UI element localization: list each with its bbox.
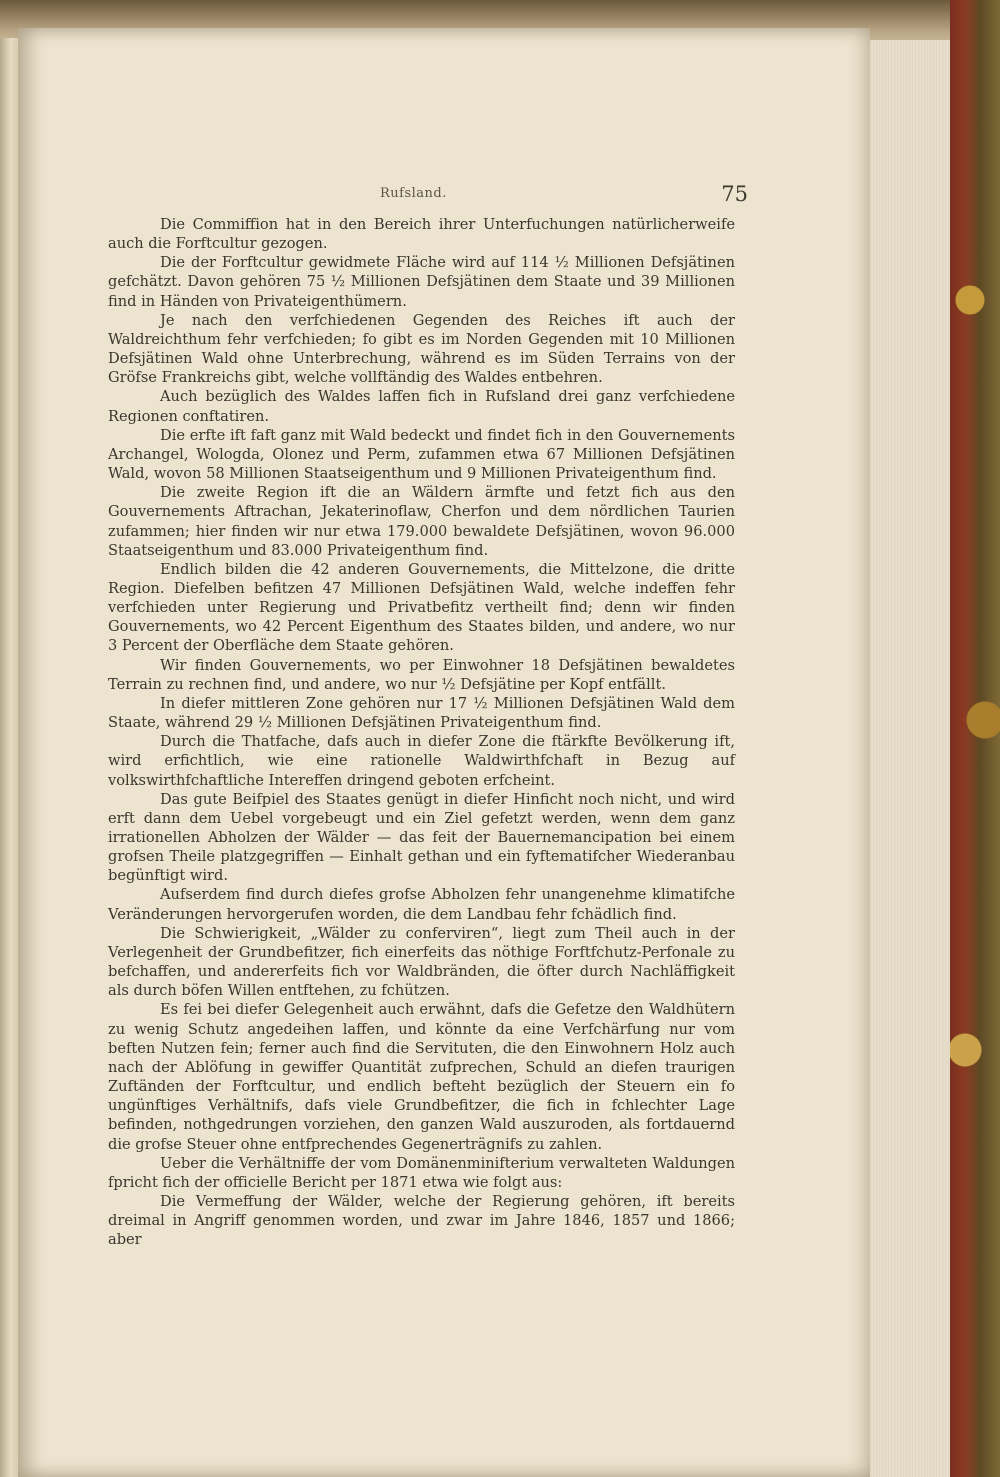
paragraph: Ueber die Verhältniffe der vom Domänenminifterium verwalteten Waldungen fpricht fich der officielle Bericht per 1871 etwa wie folgt aus: [108,1154,735,1191]
page-number: 75 [721,182,748,206]
paragraph: Aufserdem find durch diefes grofse Abholzen fehr unangenehme klimatifche Veränderungen hervorgerufen worden, die dem Landbau fehr fchädlich find. [108,886,735,923]
paragraph: Durch die Thatfache, dafs auch in diefer Zone die ftärkfte Bevölkerung ift, wird erfichtlich, wie eine rationelle Waldwirthfchaft in Bezug auf volkswirthfchaftliche Intereffen dringend geboten erfcheint. [108,733,735,789]
paragraph: Die Vermeffung der Wälder, welche der Regierung gehören, ift bereits dreimal in Angriff genommen worden, und zwar im Jahre 1846, 1857 und 1866; aber [108,1192,735,1249]
paragraph: Das gute Beifpiel des Staates genügt in diefer Hinficht noch nicht, und wird erft dann dem Uebel vorgebeugt und ein Ziel gefetzt werden, wenn dem ganz irrationellen Abholzen der Wälder — das feit der Bauernemancipation bei einem grofsen Theile platzgegriffen — Einhalt gethan und ein fyftematifcher Wiederanbau begünftigt wird. [108,790,735,885]
facing-page-edge [0,38,18,1477]
paragraph: Je nach den verfchiedenen Gegenden des Reiches ift auch der Waldreichthum fehr verfchieden; fo gibt es im Norden Gegenden mit 10 Millionen Defsjätinen Wald ohne Unterbrechung, während es im Süden Terrains von der Gröfse Frankreichs gibt, welche vollftändig des Waldes entbehren. [108,311,735,387]
running-head: Rufsland. [380,186,447,201]
paragraph: Es fei bei diefer Gelegenheit auch erwähnt, dafs die Gefetze den Waldhütern zu wenig Schutz angedeihen laffen, und könnte da eine Verfchärfung nur vom beften Nutzen fein; ferner auch find die Servituten, die den Einwohnern Holz auch nach der Ablöfung in gewiffer Quantität zufprechen, Schuld an diefen traurigen Zuftänden der Forftcultur, und endlich befteht bezüglich der Steuern ein fo ungünftiges Verhältnifs, dafs viele Grundbefitzer, die fich in fchlechter Lage befinden, nothgedrungen vorziehen, den ganzen Wald auszuroden, als fortdauernd die grofse Steuer ohne entfprechendes Gegenerträgnifs zu zahlen. [108,1001,735,1153]
paragraph: Die Commiffion hat in den Bereich ihrer Unterfuchungen natürlicherweife auch die Forftcultur gezogen. [108,216,735,253]
paragraph: Wir finden Gouvernements, wo per Einwohner 18 Defsjätinen bewaldetes Terrain zu rechnen find, und andere, wo nur ½ Defsjätine per Kopf entfällt. [108,656,735,693]
paragraph: Auch bezüglich des Waldes laffen fich in Rufsland drei ganz verfchiedene Regionen conftatiren. [108,388,735,425]
paragraph: Die der Forftcultur gewidmete Fläche wird auf 114 ½ Millionen Defsjätinen gefchätzt. Davon gehören 75 ½ Millionen Defsjätinen dem Staate und 39 Millionen find in Händen von Privateigenthümern. [108,254,735,310]
paragraph: Endlich bilden die 42 anderen Gouvernements, die Mittelzone, die dritte Region. Diefelben befitzen 47 Millionen Defsjätinen Wald, welche indeffen fehr verfchieden unter Regierung und Privatbefitz vertheilt find; denn wir finden Gouvernements, wo 42 Percent Eigenthum des Staates bilden, und andere, wo nur 3 Percent der Oberfläche dem Staate gehören. [108,560,735,655]
page-block-edges [870,40,950,1477]
paragraph: Die erfte ift faft ganz mit Wald bedeckt und findet fich in den Gouvernements Archangel, Wologda, Olonez und Perm, zufammen etwa 67 Millionen Defsjätinen Wald, wovon 58 Millionen Staatseigenthum und 9 Millionen Privateigenthum find. [108,426,735,483]
page-body [108,215,735,1249]
marbled-cover [950,0,1000,1477]
paragraph: Die zweite Region ift die an Wäldern ärmfte und fetzt fich aus den Gouvernements Aftrachan, Jekaterinoflaw, Cherfon und dem nördlichen Taurien zufammen; hier finden wir nur etwa 179.000 bewaldete Defsjätinen, wovon 96.000 Staatseigenthum und 83.000 Privateigenthum find. [108,484,735,559]
paragraph: Die Schwierigkeit, „Wälder zu conferviren“, liegt zum Theil auch in der Verlegenheit der Grundbefitzer, fich einerfeits das nöthige Forftfchutz-Perfonale zu befchaffen, und andererfeits fich vor Waldbränden, die öfter durch Nachläffigkeit als durch böfen Willen entftehen, zu fchützen. [108,924,735,1000]
paragraph: In diefer mittleren Zone gehören nur 17 ½ Millionen Defsjätinen Wald dem Staate, während 29 ½ Millionen Defsjätinen Privateigenthum find. [108,694,735,732]
